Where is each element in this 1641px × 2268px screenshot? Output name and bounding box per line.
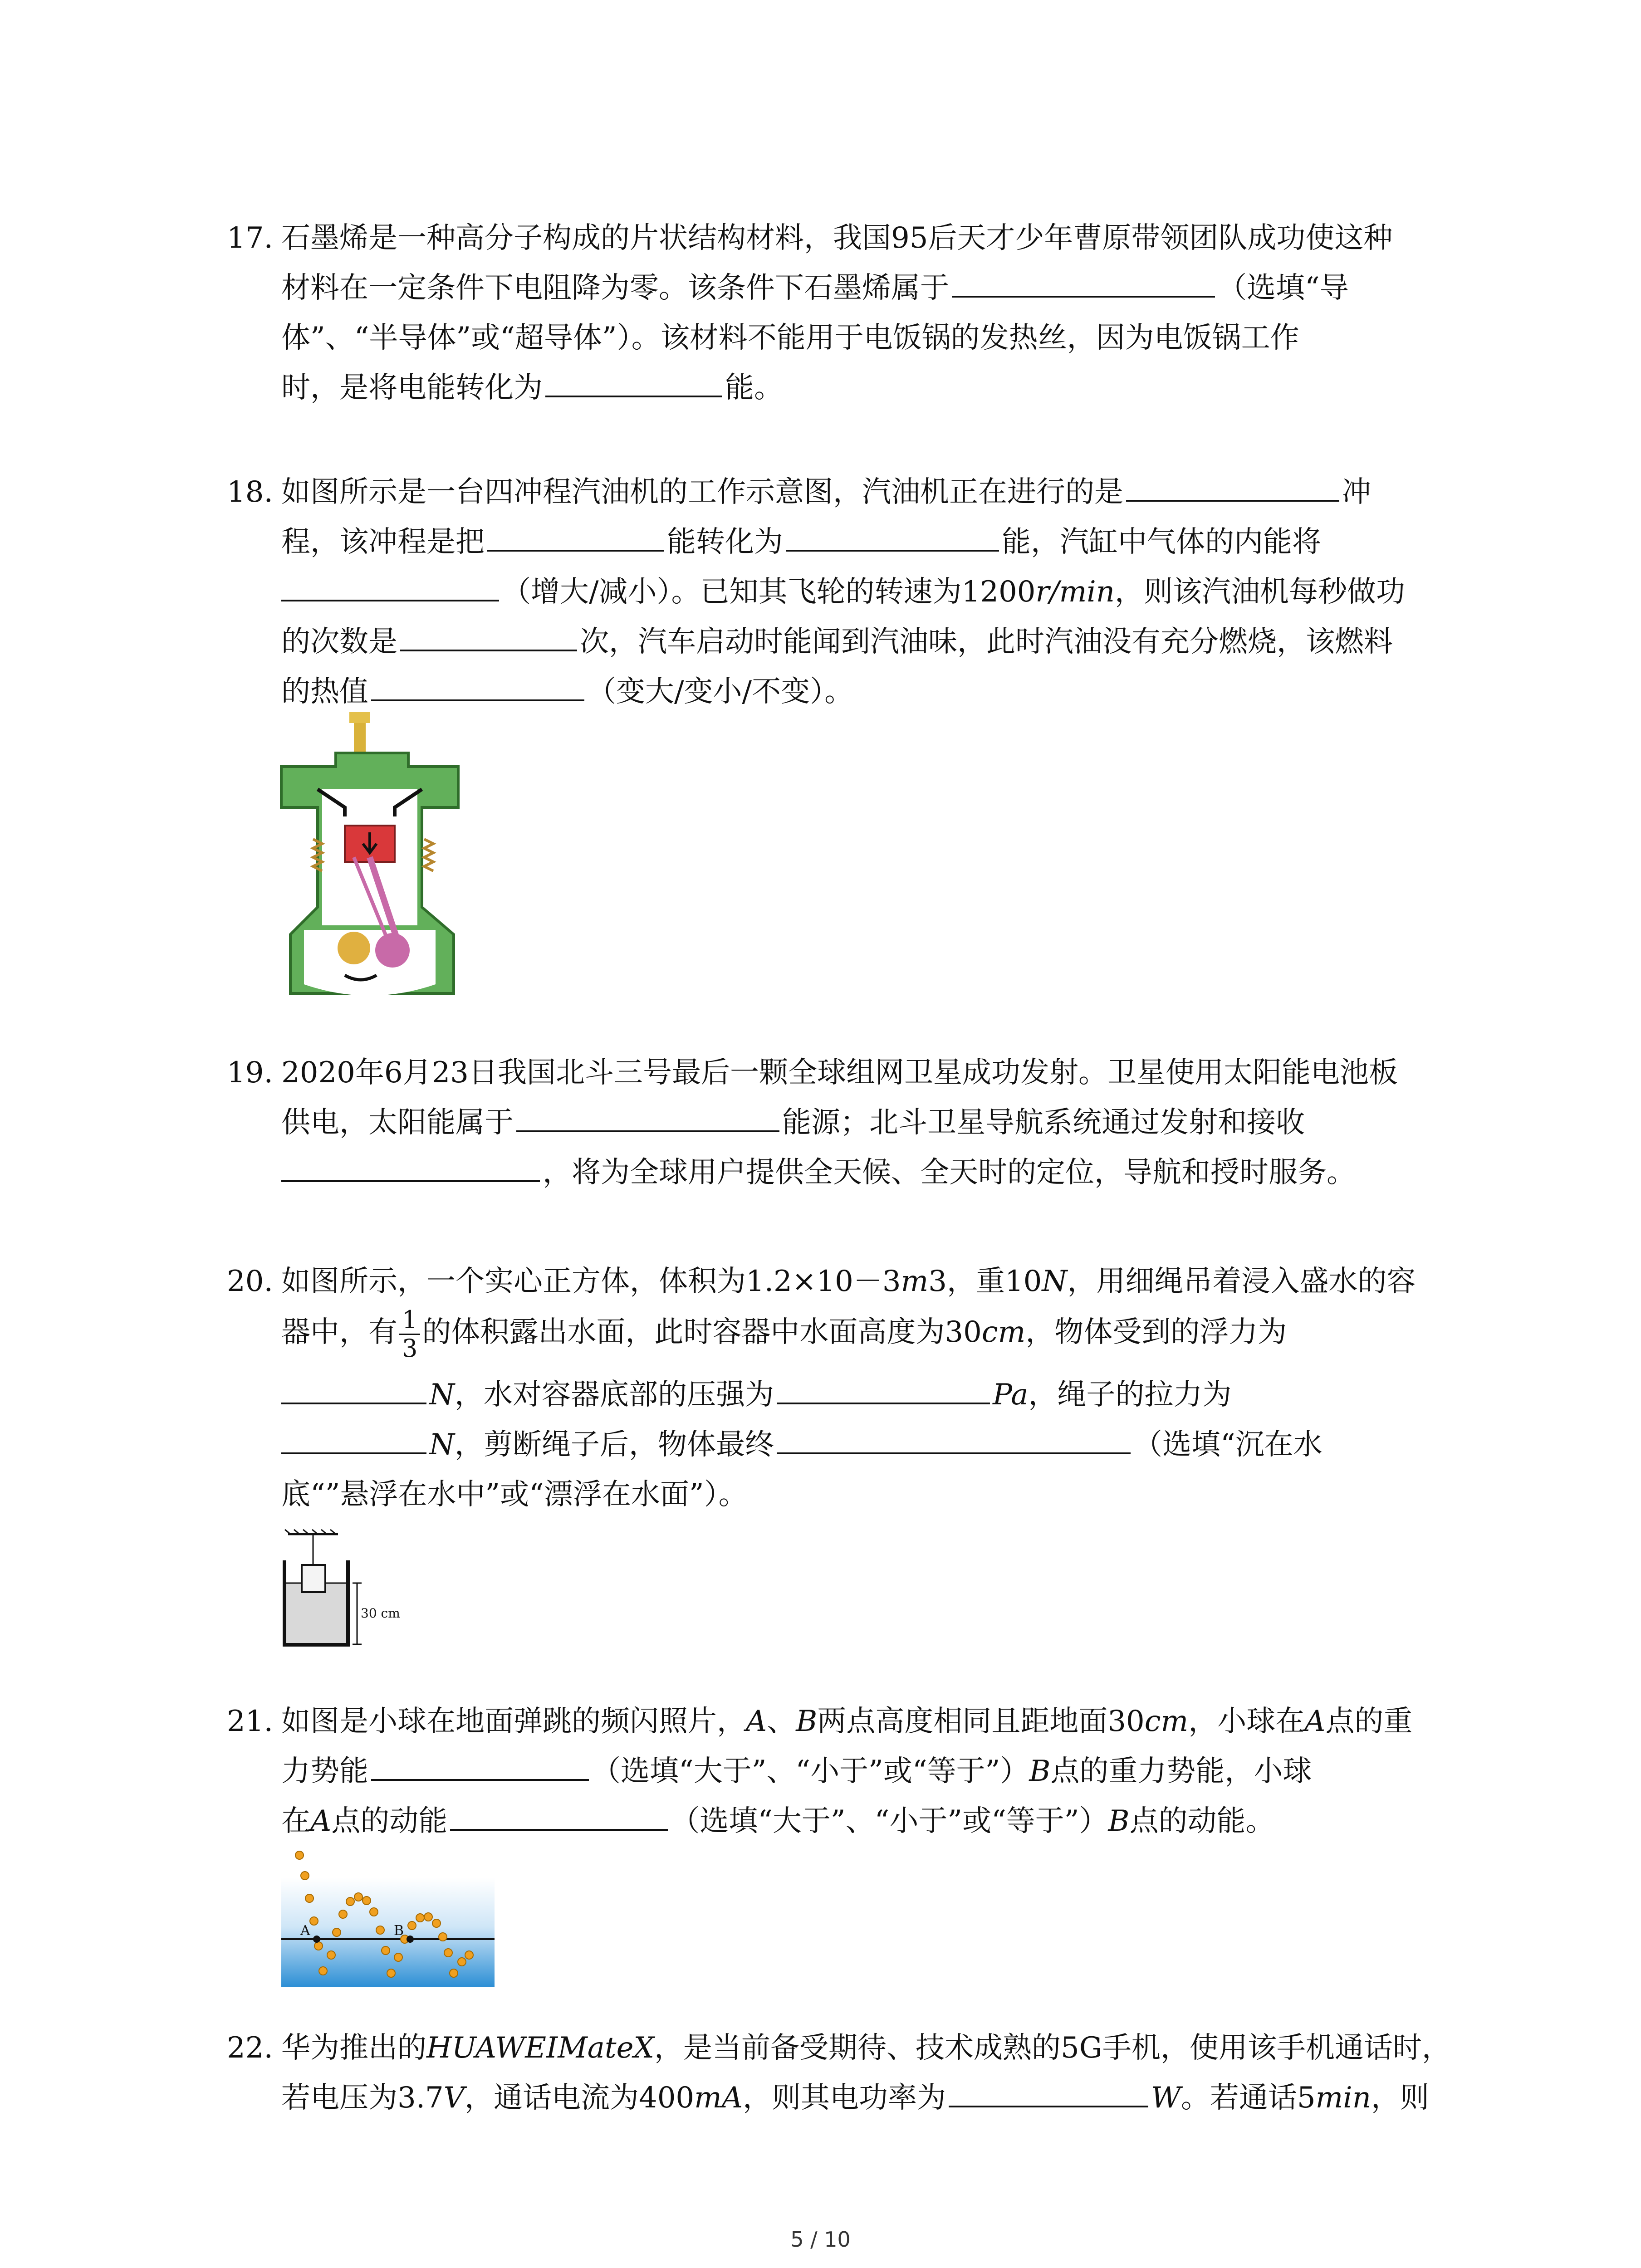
answer-blank[interactable] — [545, 364, 722, 397]
point-B: B — [1108, 1804, 1130, 1838]
q17-line2-text: 材料在一定条件下电阻降为零。该条件下石墨烯属于 — [281, 271, 949, 305]
q20-line2-tail: ，物体受到的浮力为 — [1025, 1315, 1287, 1349]
container — [283, 1643, 350, 1647]
fraction-one-third — [399, 1306, 420, 1362]
height-label: 30 cm — [361, 1606, 400, 1621]
answer-blank[interactable] — [281, 1421, 426, 1454]
q22-line2-tail: ，则 — [1371, 2081, 1429, 2115]
q20-line1-tail: ，用细绳吊着浸入盛水的容 — [1067, 1265, 1416, 1298]
point-A: A — [746, 1705, 767, 1738]
answer-blank[interactable] — [786, 518, 999, 552]
unit-N: N — [429, 1428, 455, 1461]
q20-line1: 如图所示，一个实心正方体，体积为1.2×10－3 — [281, 1265, 901, 1298]
page-number: 5 / 10 — [790, 2227, 851, 2252]
unit-N: N — [1042, 1265, 1068, 1298]
q20-line2: 器中，有 — [281, 1315, 397, 1349]
unit-cm: cm — [1144, 1705, 1189, 1738]
separator: 、 — [767, 1705, 796, 1738]
q20-line3: ，水对容器底部的压强为 — [455, 1378, 774, 1412]
q21-line2-mid: （选填“大于”、“小于”或“等于”） — [592, 1755, 1029, 1788]
q22-line2-mid3: 。若通话5 — [1181, 2081, 1316, 2115]
question-number: 19. — [227, 1056, 273, 1090]
answer-blank[interactable] — [777, 1371, 990, 1404]
point-B-marker — [407, 1936, 414, 1943]
point-A-marker — [313, 1936, 320, 1943]
answer-blank[interactable] — [777, 1421, 1131, 1454]
engine-diagram — [277, 712, 467, 1002]
q22-line2: 若电压为3.7 — [281, 2081, 444, 2115]
q17-line4-tail: 能。 — [725, 371, 783, 405]
crankcase — [304, 930, 436, 996]
q21-line3: 在 — [281, 1804, 310, 1838]
phone-model: HUAWEIMateX — [426, 2031, 655, 2065]
question-number: 17. — [227, 221, 273, 255]
q20-line5: 底“”悬浮在水中”或“漂浮在水面”）。 — [281, 1478, 748, 1511]
q18-line1-tail: 冲 — [1342, 475, 1371, 509]
q18-line4-tail: 次，汽车启动时能闻到汽油味，此时汽油没有充分燃烧，该燃料 — [580, 625, 1393, 659]
q21-line3-mid: 点的动能 — [331, 1804, 448, 1838]
answer-blank[interactable] — [1126, 468, 1339, 502]
answer-blank[interactable] — [949, 2074, 1148, 2107]
q21-line3-tail: 点的动能。 — [1129, 1804, 1275, 1838]
q17-line4-text: 时，是将电能转化为 — [281, 371, 543, 405]
solid-cube — [302, 1565, 325, 1592]
q19-line3: ，将为全球用户提供全天候、全天时的定位，导航和授时服务。 — [543, 1156, 1356, 1189]
q18-line3: （增大/减小）。已知其飞轮的转速为1200 — [502, 575, 1036, 609]
q22-line2-mid: ，通话电流为400 — [465, 2081, 695, 2115]
q20-line1-mid: 3，重10 — [928, 1265, 1042, 1298]
q17-line2-tail: （选填“导 — [1218, 271, 1349, 305]
q21-line2: 力势能 — [281, 1755, 368, 1788]
crank — [375, 933, 410, 968]
answer-blank[interactable] — [487, 518, 664, 552]
q22-line1: 华为推出的 — [281, 2031, 426, 2065]
answer-blank[interactable] — [952, 264, 1215, 298]
valve-spring — [424, 839, 433, 871]
q18-line2: 程，该冲程是把 — [281, 525, 485, 559]
container-diagram — [279, 1529, 415, 1651]
answer-blank[interactable] — [281, 568, 499, 601]
q18-line4: 的次数是 — [281, 625, 397, 659]
question-number: 20. — [227, 1265, 273, 1298]
q20-line4: ，剪断绳子后，物体最终 — [455, 1428, 774, 1461]
answer-blank[interactable] — [400, 618, 577, 651]
q20-line3-tail: ，绳子的拉力为 — [1028, 1378, 1232, 1412]
unit-N: N — [429, 1378, 455, 1412]
fraction-numerator: 1 — [399, 1306, 420, 1335]
question-number: 18. — [227, 475, 273, 509]
unit-m: m — [901, 1265, 929, 1298]
q18-line5-tail: （变大/变小/不变）。 — [587, 675, 854, 709]
q21-line1-mid: 两点高度相同且距地面30 — [817, 1705, 1145, 1738]
answer-blank[interactable] — [281, 1371, 426, 1404]
point-A: A — [310, 1804, 332, 1838]
unit-Pa: Pa — [993, 1378, 1029, 1412]
q18-line5: 的热值 — [281, 675, 368, 709]
q21-line1-mid2: ，小球在 — [1188, 1705, 1305, 1738]
answer-blank[interactable] — [516, 1099, 779, 1132]
unit-mA: mA — [694, 2081, 743, 2115]
q19-line2: 供电，太阳能属于 — [281, 1106, 514, 1139]
q18-line2-mid: 能转化为 — [667, 525, 783, 559]
q21-line3-mid2: （选填“大于”、“小于”或“等于”） — [671, 1804, 1108, 1838]
answer-blank[interactable] — [281, 1149, 540, 1182]
q18-line3-tail: ，则该汽油机每秒做功 — [1114, 575, 1405, 609]
point-B: B — [796, 1705, 818, 1738]
q19-line2-tail: 能源；北斗卫星导航系统通过发射和接收 — [782, 1106, 1305, 1139]
q17-line1: 石墨烯是一种高分子构成的片状结构材料，我国95后天才少年曹原带领团队成功使这种 — [281, 221, 1393, 255]
bouncing-ball-photo — [281, 1842, 495, 1987]
q18-line2-tail: 能，汽缸中气体的内能将 — [1002, 525, 1321, 559]
q18-line1: 如图所示是一台四冲程汽油机的工作示意图，汽油机正在进行的是 — [281, 475, 1123, 509]
label-B: B — [394, 1923, 404, 1939]
question-number: 22. — [227, 2031, 273, 2065]
unit-V: V — [443, 2081, 465, 2115]
q19-line1: 2020年6月23日我国北斗三号最后一颗全球组网卫星成功发射。卫星使用太阳能电池板 — [281, 1056, 1398, 1090]
label-A: A — [300, 1923, 310, 1939]
q17-line3: 体”、“半导体”或“超导体”）。该材料不能用于电饭锅的发热丝，因为电饭锅工作 — [281, 321, 1299, 355]
unit-min: min — [1315, 2081, 1371, 2115]
point-B: B — [1029, 1755, 1051, 1788]
q21-line2-tail: 点的重力势能，小球 — [1050, 1755, 1312, 1788]
answer-blank[interactable] — [371, 1747, 589, 1781]
q20-line2-mid: 的体积露出水面，此时容器中水面高度为30 — [422, 1315, 982, 1349]
unit-rpm: r/min — [1035, 575, 1115, 609]
unit-W: W — [1151, 2081, 1181, 2115]
answer-blank[interactable] — [371, 668, 584, 701]
answer-blank[interactable] — [450, 1797, 668, 1831]
question-number: 21. — [227, 1705, 273, 1738]
flywheel-gear — [338, 932, 370, 964]
point-A: A — [1304, 1705, 1326, 1738]
q21-line1-tail: 点的重 — [1325, 1705, 1413, 1738]
q22-line1-tail: ，是当前备受期待、技术成熟的5G手机，使用该手机通话时， — [654, 2031, 1451, 2065]
q22-line2-mid2: ，则其电功率为 — [743, 2081, 946, 2115]
unit-cm: cm — [981, 1315, 1026, 1349]
fraction-denominator: 3 — [402, 1334, 418, 1363]
q21-line1: 如图是小球在地面弹跳的频闪照片， — [281, 1705, 746, 1738]
q20-line4-tail: （选填“沉在水 — [1133, 1428, 1323, 1461]
